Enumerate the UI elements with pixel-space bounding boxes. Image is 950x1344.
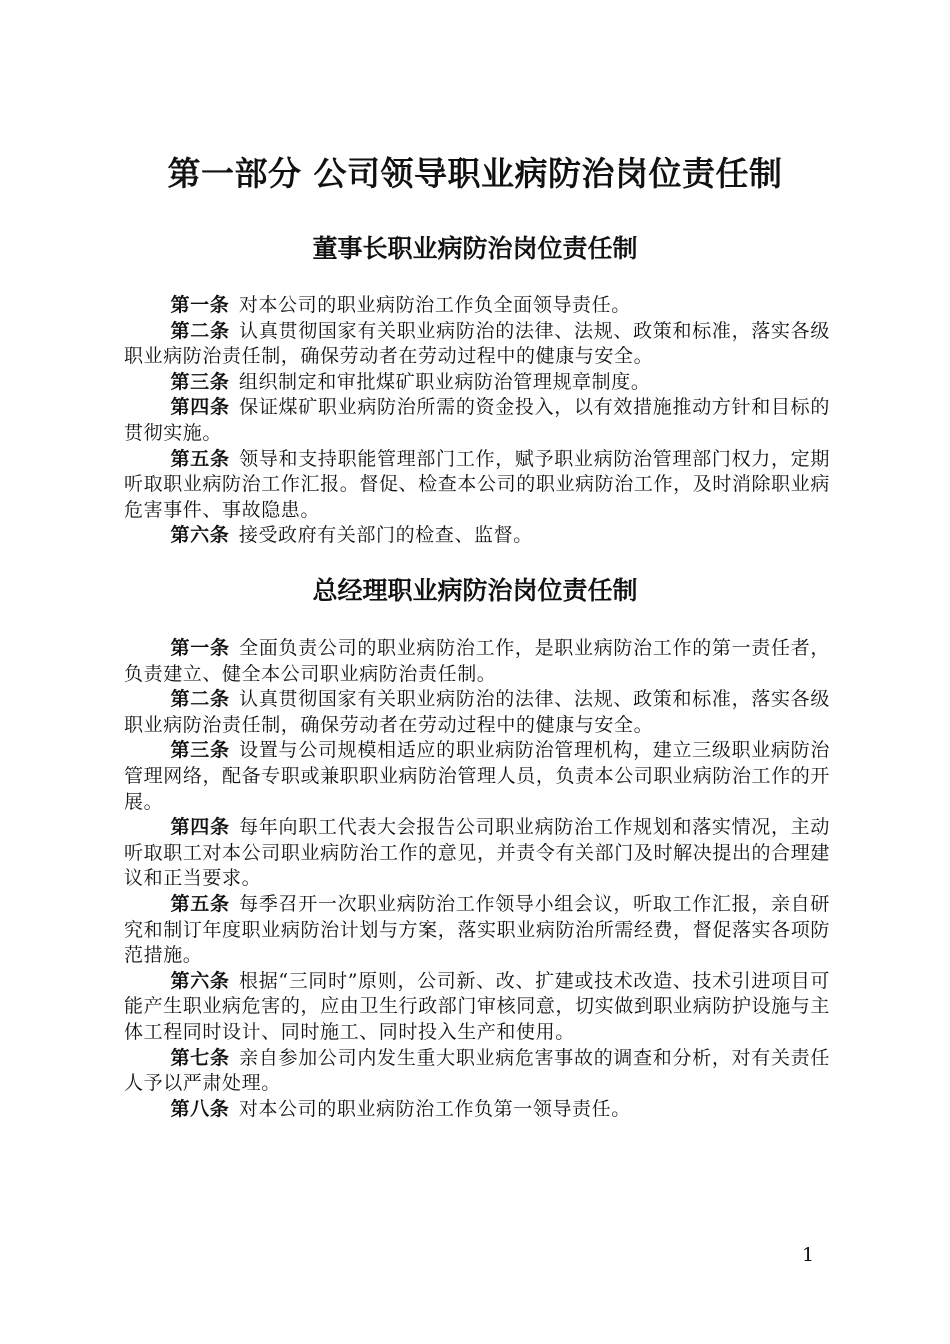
article (124, 447, 830, 524)
article-text: 认真贯彻国家有关职业病防治的法律、法规、政策和标准，落实各级职业病防治责任制，确保劳动者在劳动过程中的健康与安全。 (124, 688, 830, 736)
article-label: 第七条 (170, 1046, 230, 1069)
article-label: 第四条 (170, 396, 230, 419)
article-list-general-manager (124, 636, 830, 1122)
article (124, 370, 830, 396)
article-text: 组织制定和审批煤矿职业病防治管理规章制度。 (238, 370, 651, 393)
article (124, 815, 830, 892)
article (124, 892, 830, 969)
article-text: 接受政府有关部门的检查、监督。 (238, 524, 533, 547)
article (124, 636, 830, 687)
article-label: 第三条 (170, 370, 230, 393)
article-label: 第二条 (170, 319, 230, 342)
article (124, 1097, 830, 1123)
article-text: 根据“三同时”原则，公司新、改、扩建或技术改造、技术引进项目可能产生职业病危害的，应由卫生行政部门审核同意，切实做到职业病防护设施与主体工程同时设计、同时施工、同时投入生产和使用。 (124, 969, 830, 1043)
article-list-chairman (124, 293, 830, 549)
article-text: 全面负责公司的职业病防治工作，是职业病防治工作的第一责任者，负责建立、健全本公司职业病防治责任制。 (124, 637, 830, 685)
article (124, 969, 830, 1046)
article-label: 第四条 (170, 816, 230, 839)
document-title: 第一部分 公司领导职业病防治岗位责任制 (167, 154, 783, 193)
article (124, 738, 830, 815)
article (124, 395, 830, 446)
article-text: 每季召开一次职业病防治工作领导小组会议，听取工作汇报，亲自研究和制订年度职业病防治计划与方案，落实职业病防治所需经费，督促落实各项防范措施。 (124, 892, 830, 967)
section-title-general-manager: 总经理职业病防治岗位责任制 (312, 576, 638, 605)
section-title-chairman: 董事长职业病防治岗位责任制 (312, 234, 638, 263)
article-text: 领导和支持职能管理部门工作，赋予职业病防治管理部门权力，定期听取职业病防治工作汇报。督促、检查本公司的职业病防治工作，及时消除职业病危害事件、事故隐患。 (124, 447, 830, 521)
article-text: 对本公司的职业病防治工作负全面领导责任。 (238, 294, 631, 316)
article-label: 第二条 (170, 688, 230, 711)
article (124, 687, 830, 738)
article-label: 第八条 (170, 1097, 230, 1120)
article-text: 每年向职工代表大会报告公司职业病防治工作规划和落实情况，主动听取职工对本公司职业病防治工作的意见，并责令有关部门及时解决提出的合理建议和正当要求。 (124, 816, 830, 890)
article-label: 第一条 (170, 637, 230, 659)
article (124, 1046, 830, 1097)
article-text: 设置与公司规模相适应的职业病防治管理机构，建立三级职业病防治管理网络，配备专职或兼职职业病防治管理人员，负责本公司职业病防治工作的开展。 (124, 739, 830, 813)
article-label: 第一条 (170, 294, 230, 316)
article-text: 保证煤矿职业病防治所需的资金投入，以有效措施推动方针和目标的贯彻实施。 (124, 396, 830, 444)
article-label: 第五条 (170, 447, 230, 470)
article-label: 第五条 (170, 892, 230, 915)
article (124, 523, 830, 549)
article (124, 293, 830, 319)
article-text: 对本公司的职业病防治工作负第一领导责任。 (238, 1097, 631, 1120)
article-text: 亲自参加公司内发生重大职业病危害事故的调查和分析，对有关责任人予以严肃处理。 (124, 1046, 830, 1095)
article (124, 319, 830, 370)
article-text: 认真贯彻国家有关职业病防治的法律、法规、政策和标准，落实各级职业病防治责任制，确保劳动者在劳动过程中的健康与安全。 (124, 319, 830, 368)
article-label: 第三条 (170, 739, 230, 762)
article-label: 第六条 (170, 524, 230, 547)
article-label: 第六条 (170, 969, 230, 992)
page-number: 1 (801, 1244, 815, 1266)
